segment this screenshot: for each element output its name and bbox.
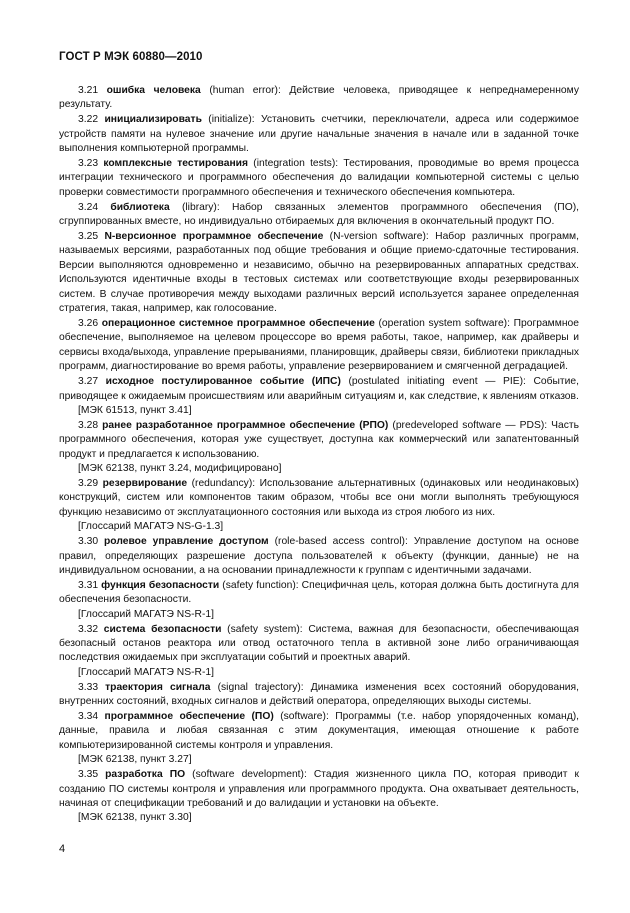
entry-term: ролевое управление доступом bbox=[104, 536, 269, 548]
entry-term: N-версионное программное обеспечение bbox=[104, 231, 324, 243]
entry-text: (human error): Действие человека, приводящее к непреднамеренному результату. bbox=[59, 85, 579, 111]
entry-number: 3.24 bbox=[78, 201, 99, 213]
entry-term: траектория сигнала bbox=[105, 681, 211, 693]
definition-entry-3-30 bbox=[59, 535, 579, 578]
definition-entry-3-25 bbox=[59, 230, 579, 316]
entry-number: 3.32 bbox=[78, 623, 99, 635]
entry-number: 3.27 bbox=[78, 376, 99, 388]
definition-entry-3-27 bbox=[59, 375, 579, 418]
entry-number: 3.22 bbox=[78, 114, 99, 126]
definition-entry-3-28 bbox=[59, 419, 579, 477]
entry-text: (initialize): Установить счетчики, переключатели, адреса или содержимое устройств памяти на нулевое значение или другие начальные значения в начале или в заданной точке выполнения компьютерной программы. bbox=[59, 114, 579, 155]
definition-paragraph bbox=[59, 477, 579, 520]
entry-number: 3.33 bbox=[78, 681, 99, 693]
entry-reference: [Глоссарий МАГАТЭ NS-R-1] bbox=[78, 666, 214, 678]
definition-paragraph bbox=[59, 113, 579, 156]
entry-reference: [МЭК 62138, пункт 3.27] bbox=[78, 754, 192, 766]
entry-text: (N-version software): Набор различных программ, называемых версиями, разработанных под общие требования и общие приемо-сдаточные тестирования. Версии выполняются одновременно и независимо, обычно на резервированных аппаратных средствах. Используются идентичные входы в тестовых системах или соответствующие входы резервированных систем. В случае противоречия между выходами различных версий используется заранее определенная стратегия, такая, например, как голосование. bbox=[59, 231, 579, 315]
entry-number: 3.23 bbox=[78, 158, 99, 170]
entry-term: операционное системное программное обеспечение bbox=[101, 318, 375, 329]
page-number: 4 bbox=[59, 843, 66, 855]
definition-entry-3-24 bbox=[59, 201, 579, 230]
entry-text: (safety function): Специфичная цель, которая должна быть достигнута для обеспечения безопасности. bbox=[59, 579, 579, 606]
definition-paragraph bbox=[59, 230, 579, 316]
entry-text: (redundancy): Использование альтернативных (одинаковых или неодинаковых) конструкций, систем или компонентов таким образом, чтобы все они могли выполнять требующуюся функцию независимо от эксплуатационного состояния или выхода из строя любого из них. bbox=[59, 477, 579, 518]
document-header: ГОСТ Р МЭК 60880—2010 bbox=[59, 51, 203, 63]
definition-paragraph bbox=[59, 157, 579, 200]
definition-paragraph bbox=[59, 317, 579, 375]
entry-term: программное обеспечение (ПО) bbox=[104, 710, 274, 722]
entry-text: (integration tests): Тестирования, проводимые во время процесса интеграции технического и программного обеспечения до валидации компьютерной системы с целью проверки совместимости программного обеспечения и технического обеспечения компьютера. bbox=[59, 158, 579, 198]
definition-paragraph bbox=[59, 681, 579, 710]
entry-text: (operation system software): Программное обеспечение, выполняемое на целевом процессоре во время работы, такое, например, как драйверы и сервисы входа/выхода, управление прерываниями, планировщик, драйверы связи, библиотеки прикладных программ, диагностирование во время работы, управление резервированием и смягченной деградацией. bbox=[59, 318, 579, 373]
entry-text: (postulated initiating event — PIE): Событие, приводящее к ожидаемым происшествиям или аварийным ситуациям и, как следствие, к явлениям отказов. bbox=[59, 376, 579, 402]
entry-number: 3.30 bbox=[78, 536, 99, 548]
entry-number: 3.28 bbox=[78, 419, 99, 431]
entry-number: 3.31 bbox=[78, 579, 99, 591]
definition-paragraph bbox=[59, 623, 579, 666]
definition-entry-3-33 bbox=[59, 681, 579, 710]
entry-text: (predeveloped software — PDS): Часть программного обеспечения, которая уже существует, доступна как коммерческий или запатентованный продукт и предлагается к использованию. bbox=[59, 419, 579, 460]
entry-term: функция безопасности bbox=[101, 579, 220, 591]
definition-paragraph bbox=[59, 375, 579, 404]
entry-term: ошибка человека bbox=[106, 85, 201, 96]
entry-term: инициализировать bbox=[104, 114, 202, 126]
entry-text: (signal trajectory): Динамика изменения всех состояний оборудования, внутренних состояний, входных сигналов и действий оператора, определяющих выходы системы. bbox=[59, 681, 579, 708]
entry-reference: [МЭК 62138, пункт 3.30] bbox=[78, 812, 192, 824]
entry-number: 3.26 bbox=[78, 318, 99, 329]
entry-term: библиотека bbox=[110, 201, 170, 213]
definition-paragraph bbox=[59, 535, 579, 578]
entry-term: резервирование bbox=[102, 477, 188, 489]
entry-number: 3.34 bbox=[78, 710, 99, 722]
definition-entry-3-23 bbox=[59, 157, 579, 200]
entry-reference: [МЭК 62138, пункт 3.24, модифицировано] bbox=[78, 463, 282, 475]
entry-text: (safety system): Система, важная для безопасности, обеспечивающая безопасный останов реактора или отвод остаточного тепла в активной зоне либо ограничивающая последствия ожидаемых при эксплуатации событий и проектных аварий. bbox=[59, 623, 579, 664]
definition-entry-3-22 bbox=[59, 113, 579, 156]
entry-term: исходное постулированное событие (ИПС) bbox=[105, 376, 341, 388]
entry-number: 3.25 bbox=[78, 231, 99, 243]
definition-entry-3-34 bbox=[59, 710, 579, 768]
definition-entry-3-26 bbox=[59, 317, 579, 375]
entry-number: 3.29 bbox=[78, 477, 99, 489]
entry-reference: [Глоссарий МАГАТЭ NS-G-1.3] bbox=[78, 521, 224, 533]
entry-text: (role-based access control): Управление доступом на основе правил, определяющих разрешение доступа пользователей к объекту (функции, данные) не на индивидуальном основании, а на основании принадлежности к группам с идентичными задачами. bbox=[59, 536, 579, 576]
definition-paragraph bbox=[59, 84, 579, 113]
definition-paragraph bbox=[59, 579, 579, 608]
definition-paragraph bbox=[59, 419, 579, 462]
definition-paragraph bbox=[59, 201, 579, 230]
entry-text: (software): Программы (т.е. набор упорядоченных команд), данные, правила и любая связанная с этим документация, имеющая отношение к работе компьютеризированной системы контроля и управления. bbox=[59, 710, 580, 751]
definition-entry-3-31 bbox=[59, 579, 579, 622]
entry-text: (library): Набор связанных элементов программного обеспечения (ПО), сгруппированных вместе, но индивидуально отбираемых для включения в окончательный продукт ПО. bbox=[59, 201, 579, 228]
entry-term: разработка ПО bbox=[105, 769, 186, 781]
definition-entry-3-29 bbox=[59, 477, 579, 535]
entry-reference: [Глоссарий МАГАТЭ NS-R-1] bbox=[78, 608, 214, 620]
entry-number: 3.21 bbox=[78, 85, 99, 96]
entry-text: (software development): Стадия жизненного цикла ПО, которая приводит к созданию ПО системы контроля и управления или программного продукта. Она охватывает деятельность, начиная от спецификации требований и до валидации и установки на объекте. bbox=[59, 769, 579, 809]
entry-term: комплексные тестирования bbox=[103, 158, 249, 170]
definition-entry-3-32 bbox=[59, 623, 579, 681]
entry-number: 3.35 bbox=[78, 769, 99, 781]
definition-paragraph bbox=[59, 710, 579, 753]
definition-paragraph bbox=[59, 768, 579, 811]
definition-entry-3-21 bbox=[59, 84, 579, 113]
definitions-list bbox=[59, 84, 579, 826]
definition-entry-3-35 bbox=[59, 768, 579, 826]
entry-term: ранее разработанное программное обеспечение (РПО) bbox=[102, 419, 389, 431]
entry-reference: [МЭК 61513, пункт 3.41] bbox=[78, 404, 192, 416]
entry-term: система безопасности bbox=[103, 623, 222, 635]
